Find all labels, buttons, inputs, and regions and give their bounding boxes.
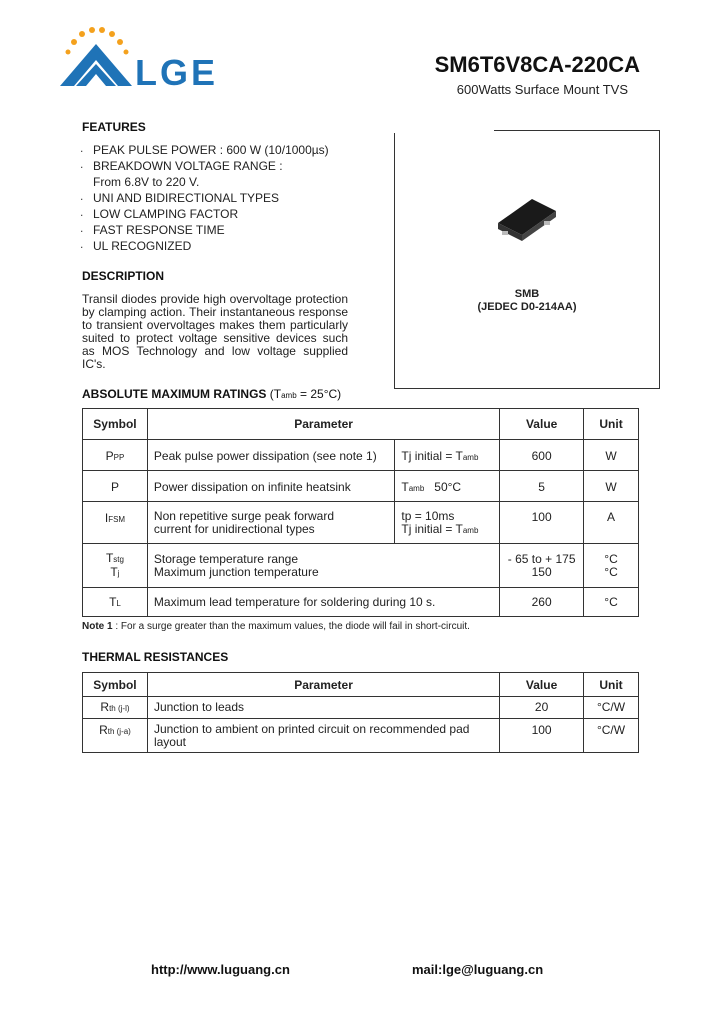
description-text: Transil diodes provide high overvoltage protection by clamping action. Their instantaneous response to transient overvoltages makes them particularly suited to protect voltage sensitive devices such as MOS Technology and low voltage supplied IC's. xyxy=(82,292,348,371)
table-row xyxy=(83,502,639,544)
package-name: SMB xyxy=(514,288,540,300)
table-row xyxy=(83,471,639,502)
cell-value: 600 xyxy=(500,440,584,471)
ratings-heading-text: ABSOLUTE MAXIMUM RATINGS xyxy=(82,387,267,401)
page-title: SM6T6V8CA-220CA xyxy=(434,52,640,77)
col-parameter: Parameter xyxy=(147,409,499,440)
cell-symbol: Tstg Tj xyxy=(83,544,148,588)
logo-text: LGE xyxy=(135,52,219,93)
feature-item: . PEAK PULSE POWER : 600 W (10/1000µs) xyxy=(80,142,329,158)
col-symbol: Symbol xyxy=(83,673,148,697)
cell-unit: W xyxy=(584,471,639,502)
cell-symbol: Rth (j-a) xyxy=(83,719,148,753)
table-header-row xyxy=(83,673,639,697)
thermal-heading: THERMAL RESISTANCES xyxy=(82,650,229,664)
cell-value: 100 xyxy=(500,502,584,544)
cell-symbol: PPP xyxy=(83,440,148,471)
features-heading: FEATURES xyxy=(82,120,146,134)
package-label xyxy=(394,288,660,314)
cell-parameter: Power dissipation on infinite heatsink xyxy=(147,471,394,502)
cell-condition: tp = 10ms Tj initial = Tamb xyxy=(395,502,500,544)
cell-symbol: IFSM xyxy=(83,502,148,544)
table-row xyxy=(83,440,639,471)
thermal-table xyxy=(82,672,639,753)
package-standard: (JEDEC D0-214AA) xyxy=(477,301,577,313)
feature-range: From 6.8V to 220 V. xyxy=(93,175,200,189)
col-unit: Unit xyxy=(584,409,639,440)
email-link[interactable]: mail:lge@luguang.cn xyxy=(412,962,544,977)
cell-unit: A xyxy=(584,502,639,544)
package-box xyxy=(394,130,660,389)
cell-symbol: TL xyxy=(83,588,148,617)
cell-unit: °C/W xyxy=(584,697,639,719)
cell-value: - 65 to + 175 150 xyxy=(500,544,584,588)
description-heading: DESCRIPTION xyxy=(82,269,165,283)
col-symbol: Symbol xyxy=(83,409,148,440)
table-row xyxy=(83,588,639,617)
cell-parameter: Storage temperature range Maximum junction temperature xyxy=(147,544,499,588)
feature-item: . BREAKDOWN VOLTAGE RANGE : xyxy=(80,158,329,174)
col-parameter: Parameter xyxy=(147,673,499,697)
cell-unit: °C/W xyxy=(584,719,639,753)
cell-unit: °C xyxy=(584,588,639,617)
col-value: Value xyxy=(500,673,584,697)
features-list xyxy=(80,142,329,254)
ratings-heading xyxy=(82,387,341,401)
cell-parameter: Non repetitive surge peak forward current for unidirectional types xyxy=(147,502,394,544)
col-unit: Unit xyxy=(584,673,639,697)
table-row xyxy=(83,544,639,588)
cell-value: 5 xyxy=(500,471,584,502)
cell-parameter: Junction to leads xyxy=(147,697,499,719)
cell-condition: Tamb 50°C xyxy=(395,471,500,502)
table-header-row xyxy=(83,409,639,440)
note-1: Note 1 : For a surge greater than the maximum values, the diode will fail in short-circuit. xyxy=(82,621,470,632)
cell-value: 100 xyxy=(500,719,584,753)
mountain-icon xyxy=(60,44,132,86)
cell-condition: Tj initial = Tamb xyxy=(395,440,500,471)
smb-package-image xyxy=(494,193,560,245)
feature-item: . FAST RESPONSE TIME xyxy=(80,222,329,238)
ratings-table xyxy=(82,408,639,617)
cell-parameter: Junction to ambient on printed circuit on recommended pad layout xyxy=(147,719,499,753)
table-row xyxy=(83,697,639,719)
cell-symbol: Rth (j-l) xyxy=(83,697,148,719)
feature-item: . UNI AND BIDIRECTIONAL TYPES xyxy=(80,190,329,206)
cell-value: 20 xyxy=(500,697,584,719)
col-value: Value xyxy=(500,409,584,440)
feature-item: . LOW CLAMPING FACTOR xyxy=(80,206,329,222)
ratings-condition: (Tamb = 25°C) xyxy=(269,387,342,401)
table-row xyxy=(83,719,639,753)
cell-symbol: P xyxy=(83,471,148,502)
cell-unit: °C °C xyxy=(584,544,639,588)
page-subtitle: 600Watts Surface Mount TVS xyxy=(456,82,628,97)
cell-unit: W xyxy=(584,440,639,471)
cell-parameter: Peak pulse power dissipation (see note 1) xyxy=(147,440,394,471)
cell-parameter: Maximum lead temperature for soldering during 10 s. xyxy=(147,588,499,617)
website-link[interactable]: http://www.luguang.cn xyxy=(151,962,290,977)
cell-value: 260 xyxy=(500,588,584,617)
company-logo xyxy=(56,24,136,90)
feature-item: . UL RECOGNIZED xyxy=(80,238,329,254)
